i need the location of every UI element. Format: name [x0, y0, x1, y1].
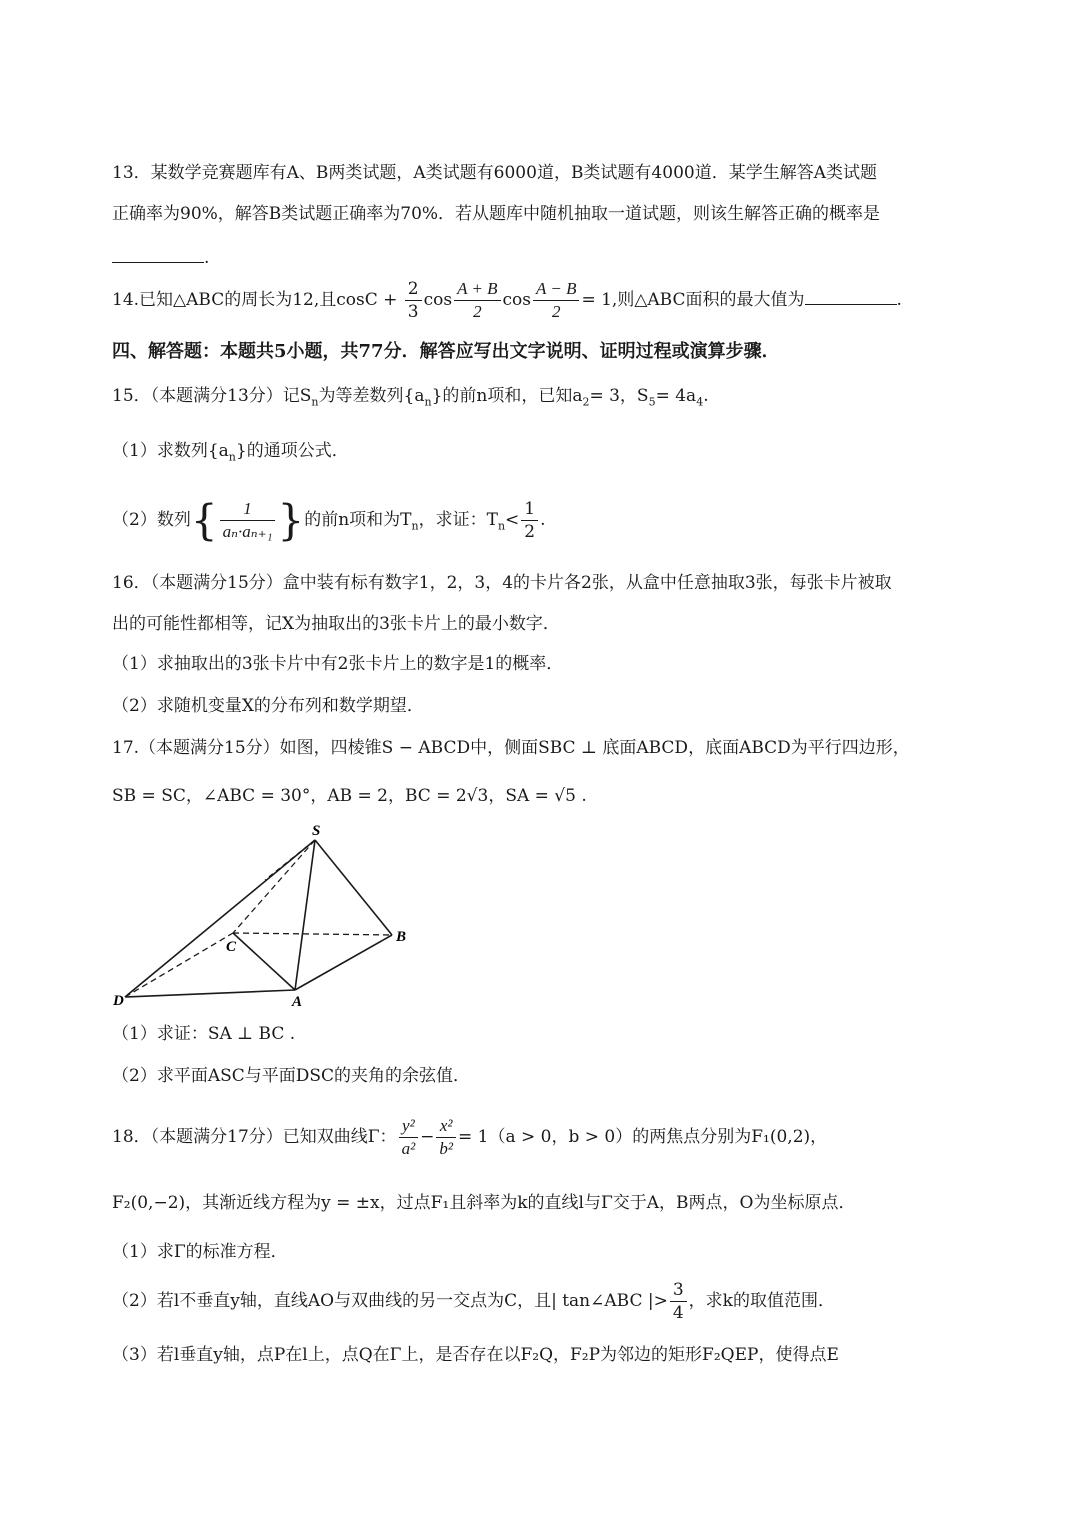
right-brace-icon: }: [277, 495, 305, 545]
q16-part1: （1）求抽取出的3张卡片中有2张卡片上的数字是1的概率．: [112, 654, 564, 674]
q15-part1: [112, 439, 349, 469]
q15-p2-t1: （2）数列: [112, 510, 191, 530]
q15-p2-frac2: [521, 498, 538, 543]
q18-p2-frac: [670, 1279, 687, 1324]
q13-line1: 13．某数学竞赛题库有A、B两类试题，A类试题有6000道，B类试题有4000道．某学生解答A类试题: [112, 163, 877, 183]
q14-frac2: [454, 278, 500, 323]
q13-end: .: [204, 248, 210, 268]
q14-line: [112, 276, 902, 324]
label-B: B: [396, 929, 407, 945]
section-heading: 四、解答题：本题共5小题，共77分．解答应写出文字说明、证明过程或演算步骤．: [112, 341, 780, 362]
edge-SB: [315, 840, 392, 935]
q14-frac1: [405, 278, 422, 323]
q15-t5: }的前n项和，已知a: [431, 386, 583, 406]
q15-p2-frac2-num: 1: [521, 498, 538, 521]
q13-line3: [112, 244, 209, 270]
q18-t1: 18．（本题满分17分）已知双曲线Γ：: [112, 1127, 397, 1147]
q15-t2: n: [311, 395, 319, 409]
edge-AB: [295, 935, 392, 990]
q15-p2-t4: ，求证：T: [418, 510, 498, 530]
q15-p1-t3: }的通项公式．: [235, 441, 349, 461]
q15-p2-t7: .: [540, 510, 546, 530]
q14-cos2: cos: [502, 290, 532, 310]
q18-p2-frac-den: 4: [672, 1303, 684, 1323]
q15-t1: 15．（本题满分13分）记S: [112, 386, 312, 406]
q18-p2-t2: ，求k的取值范围．: [688, 1291, 835, 1311]
label-S: S: [312, 823, 321, 839]
q14-cos1: cos: [423, 290, 453, 310]
answer-blank: [805, 286, 897, 305]
q18-p2-t1: （2）若l不垂直y轴，直线AO与双曲线的另一交点为C，且| tan∠ABC |>: [112, 1291, 668, 1311]
q15-line1: [112, 384, 709, 414]
q15-p2-t2: 的前n项和为T: [304, 510, 412, 530]
q14-mid: = 1,则△ABC面积的最大值为: [581, 290, 805, 310]
q17-part1: （1）求证：SA ⊥ BC .: [112, 1024, 296, 1044]
q18-part2: [112, 1276, 835, 1326]
answer-blank: [112, 244, 204, 263]
q14-frac1-den: 3: [407, 302, 419, 322]
q18-frac-y-num: y²: [399, 1115, 419, 1138]
q14-frac2-num: A + B: [454, 278, 500, 301]
q18-line2: F₂(0,−2)，其渐近线方程为y = ±x，过点F₁且斜率为k的直线l与Γ交于A，B两点，O为坐标原点．: [112, 1193, 856, 1213]
q16-line1: 16．（本题满分15分）盒中装有标有数字1，2，3，4的卡片各2张，从盒中任意抽取3张，每张卡片被取: [112, 573, 892, 593]
q15-t8: 5: [648, 395, 656, 409]
edge-SC: [233, 840, 315, 933]
q18-frac-x: [436, 1115, 456, 1160]
q14-end: .: [896, 290, 902, 310]
q15-p2-frac-num: 1: [220, 498, 276, 521]
q18-frac-y-den: a²: [401, 1139, 416, 1158]
pyramid-figure: [105, 820, 425, 1015]
q18-minus: −: [420, 1127, 435, 1147]
q15-t9: = 4a: [655, 386, 697, 406]
q17-line1: 17.（本题满分15分）如图，四棱锥S − ABCD中，侧面SBC ⊥ 底面ABCD，底面ABCD为平行四边形，: [112, 738, 910, 758]
q15-t4: n: [424, 395, 432, 409]
q15-t7: = 3，S: [589, 386, 649, 406]
label-D: D: [113, 993, 124, 1009]
q14-frac1-num: 2: [405, 278, 422, 301]
q16-part2: （2）求随机变量X的分布列和数学期望．: [112, 696, 424, 716]
q15-p2-t3: n: [411, 519, 419, 533]
q14-frac3: [533, 278, 579, 323]
q18-t2: = 1（a > 0，b > 0）的两焦点分别为F₁(0,2)，: [458, 1127, 828, 1147]
q15-p2-frac2-den: 2: [524, 522, 536, 542]
q17-part2: （2）求平面ASC与平面DSC的夹角的余弦值．: [112, 1066, 471, 1086]
q15-p2-t6: <: [505, 510, 520, 530]
q14-pre: 14.已知△ABC的周长为12,且cosC +: [112, 290, 398, 310]
q15-t11: .: [703, 386, 709, 406]
edge-DC: [125, 933, 233, 997]
q15-t10: 4: [696, 395, 704, 409]
label-C: C: [226, 939, 237, 955]
q18-frac-y: [399, 1115, 419, 1160]
q13-line2: 正确率为90%，解答B类试题正确率为70%．若从题库中随机抽取一道试题，则该生解答正确的概率是: [112, 204, 881, 224]
q15-t6: 2: [582, 395, 590, 409]
edge-SA: [295, 840, 315, 990]
q18-p2-frac-num: 3: [670, 1279, 687, 1302]
q18-frac-x-num: x²: [436, 1115, 456, 1138]
q15-p1-t2: n: [228, 450, 236, 464]
q18-frac-x-den: b²: [439, 1139, 454, 1158]
q15-p2-t5: n: [497, 519, 506, 533]
q18-part1: （1）求Γ的标准方程．: [112, 1242, 288, 1262]
edge-CB: [233, 933, 392, 935]
q15-p1-t1: （1）求数列{a: [112, 441, 229, 461]
edge-CA: [233, 933, 295, 990]
q15-t3: 为等差数列{a: [318, 386, 425, 406]
q15-part2: [112, 492, 546, 554]
q14-frac3-den: 2: [551, 302, 561, 321]
q16-line2: 出的可能性都相等，记X为抽取出的3张卡片上的最小数字．: [112, 614, 560, 634]
q14-frac2-den: 2: [473, 302, 482, 321]
q15-p2-frac-den: aₙ·aₙ₊₁: [222, 522, 273, 541]
q15-p2-frac: [220, 498, 276, 543]
edge-DA: [125, 990, 295, 997]
label-A: A: [292, 994, 303, 1010]
left-brace-icon: {: [190, 495, 218, 545]
q14-frac3-num: A − B: [533, 278, 579, 301]
q17-line2: SB = SC，∠ABC = 30°，AB = 2，BC = 2√3，SA = √5 .: [112, 786, 587, 806]
q18-line1: [112, 1112, 827, 1162]
q18-part3: （3）若l垂直y轴，点P在l上，点Q在Γ上，是否存在以F₂Q，F₂P为邻边的矩形F₂QEP，使得点E: [112, 1345, 839, 1365]
